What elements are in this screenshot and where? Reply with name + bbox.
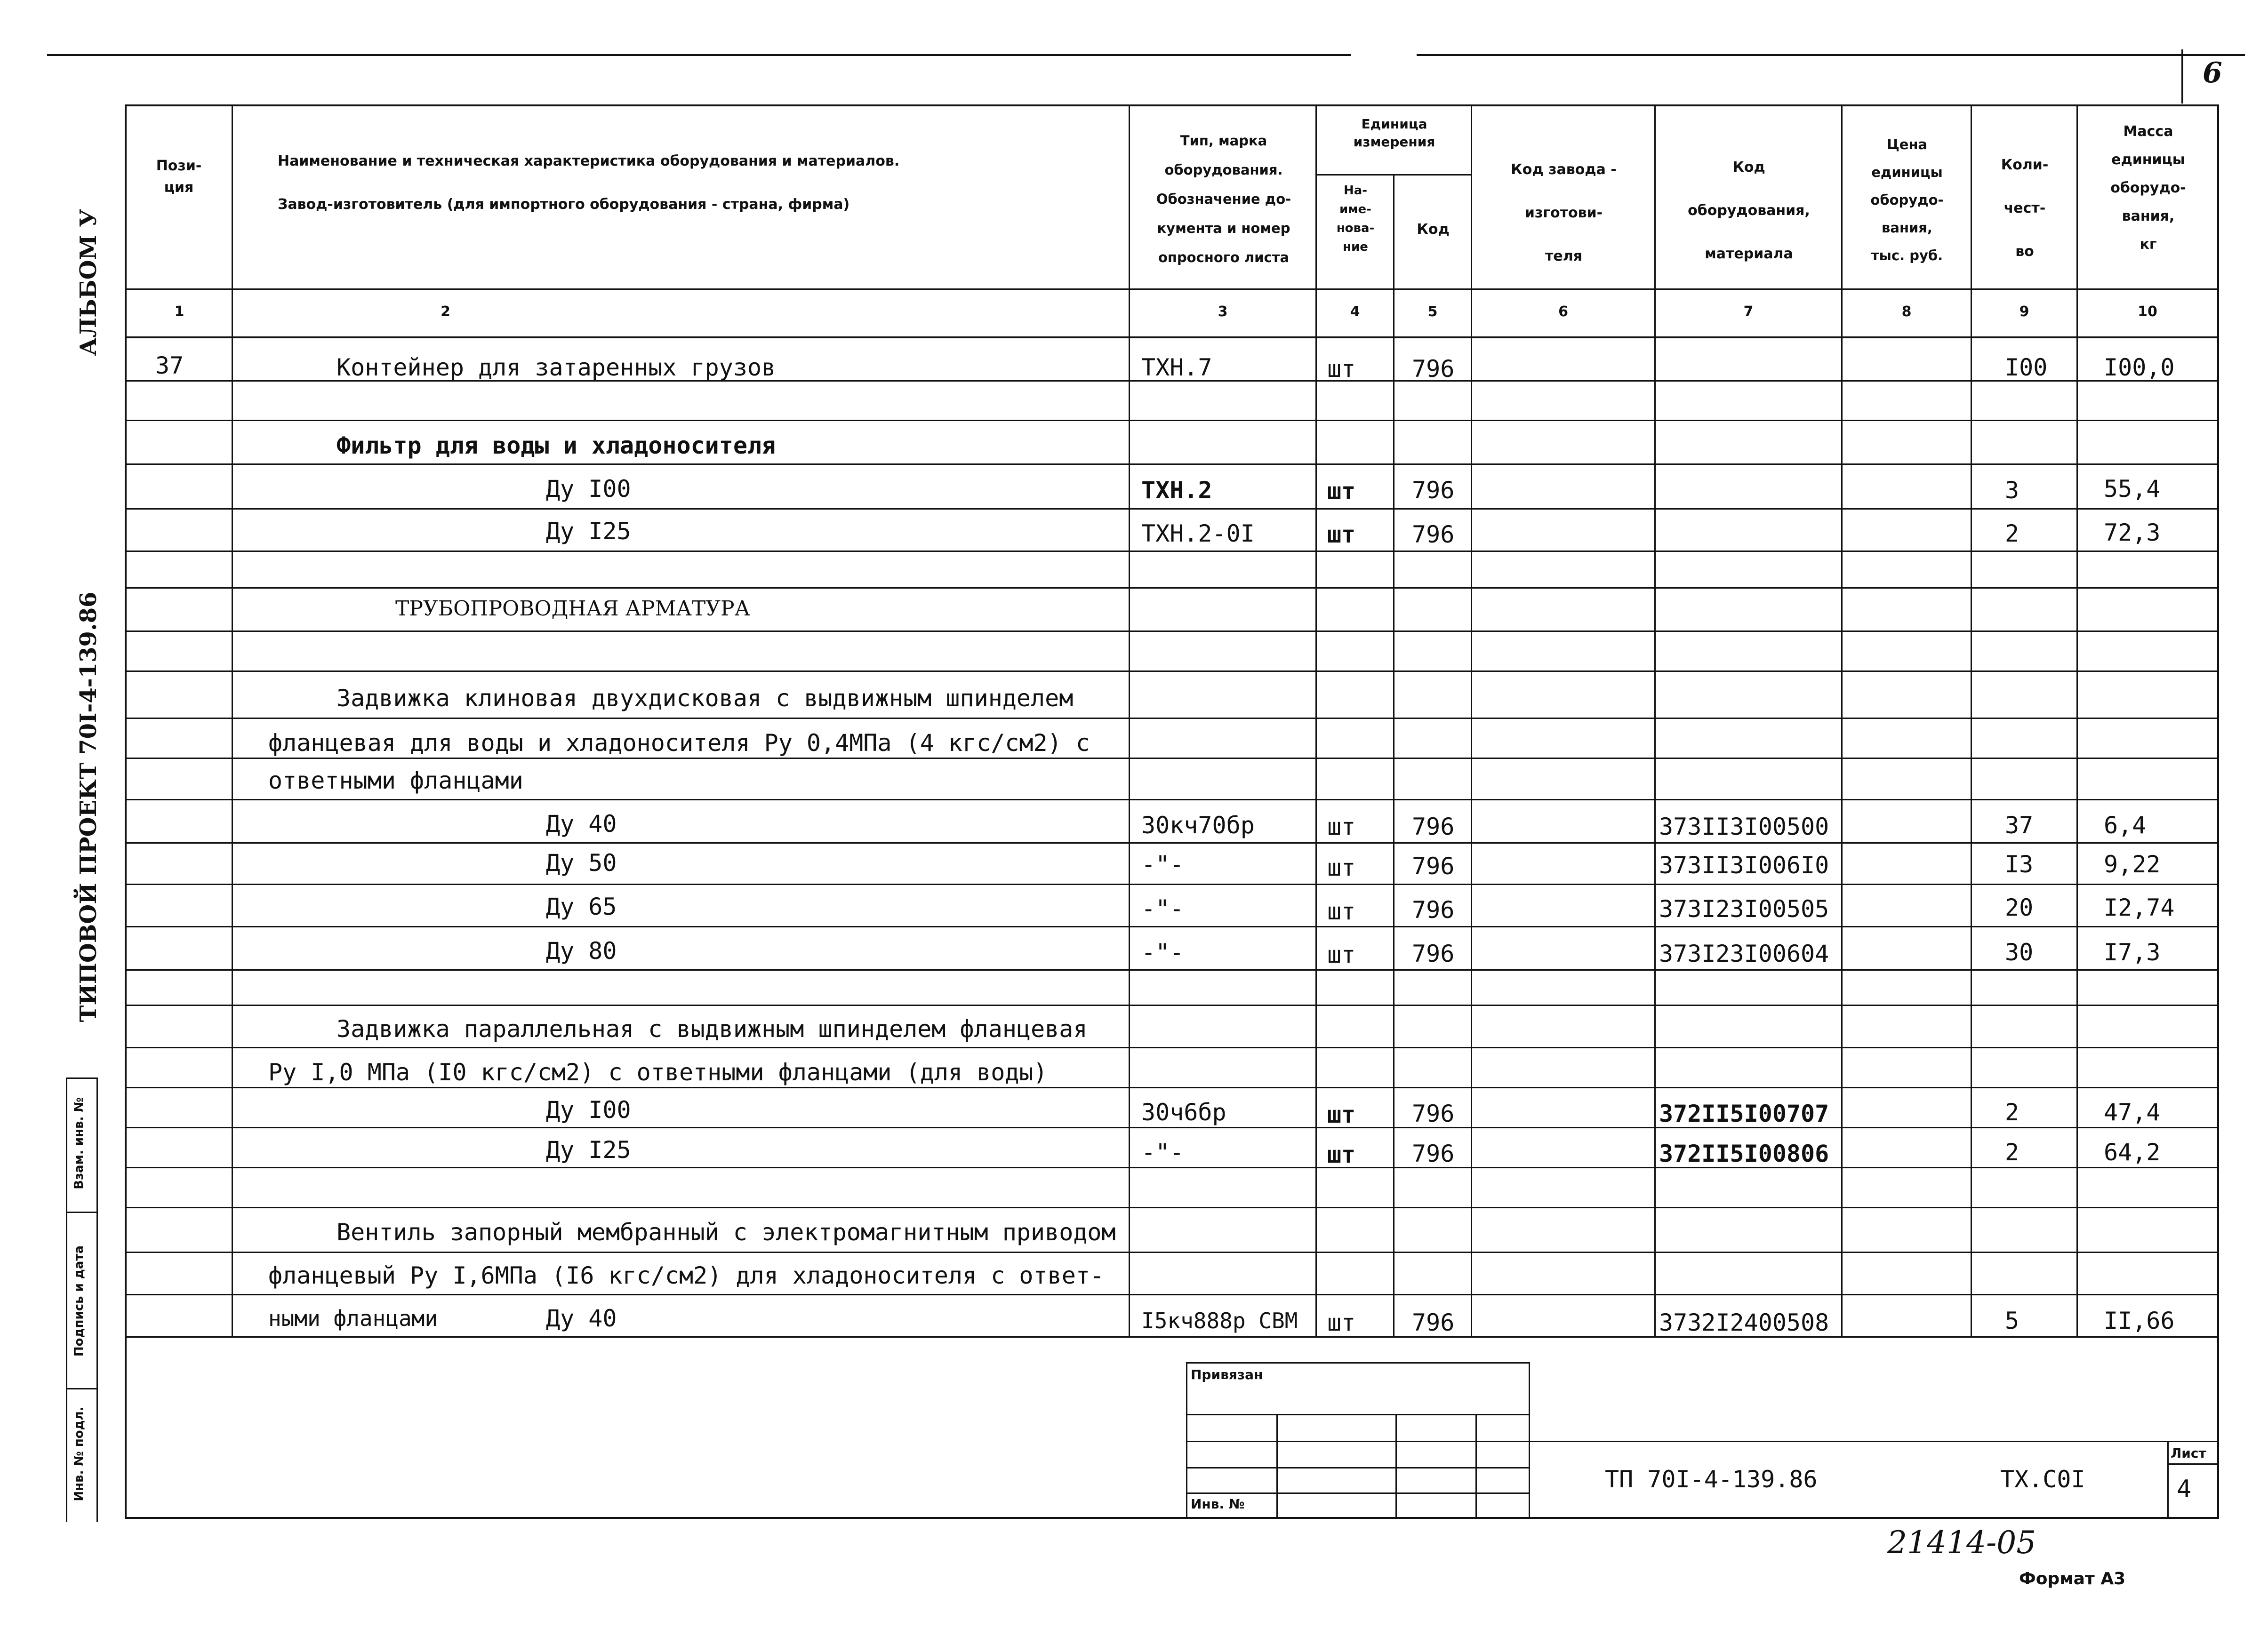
table-row-type: -"- <box>1141 895 1184 922</box>
table-row-qty: 3 <box>2005 477 2020 504</box>
table-row-code: 796 <box>1412 1140 1455 1167</box>
table-row-name-extra: Ду 40 <box>546 1305 617 1332</box>
stamp-line-2 <box>1186 1441 1530 1442</box>
table-row-equip-code: 373II3I00500 <box>1659 813 1829 840</box>
stamp-line-1 <box>1186 1414 1530 1415</box>
table-row-unit: шт <box>1327 854 1356 881</box>
row-line <box>125 420 2219 421</box>
table-row-code: 796 <box>1412 853 1455 880</box>
album-label: АЛЬБОМ У <box>75 208 102 356</box>
stamp-outer-top <box>1186 1362 1530 1364</box>
row-line <box>125 842 2219 844</box>
row-line <box>125 670 2219 672</box>
colnum-3: 3 <box>1218 303 1228 320</box>
table-row-qty: 20 <box>2005 894 2034 921</box>
table-row-name: Ду I25 <box>546 1136 631 1164</box>
col-sep-1 <box>232 104 233 1337</box>
row-line <box>125 1294 2219 1295</box>
header-position: Пози- ция <box>156 158 202 196</box>
table-row-unit: шт <box>1327 478 1356 505</box>
stamp-outer-right <box>1529 1362 1530 1517</box>
table-row-unit: шт <box>1327 1309 1356 1336</box>
table-row-unit: шт <box>1327 355 1356 383</box>
header-divider <box>125 288 2219 290</box>
table-row-type: ТХН.2 <box>1141 477 1212 504</box>
table-row-mass: 47,4 <box>2104 1099 2161 1126</box>
col-sep-3 <box>1315 104 1317 1337</box>
row-line <box>125 1087 2219 1088</box>
table-row-equip-code: 373I23I00505 <box>1659 895 1829 923</box>
format-label: Формат А3 <box>2019 1569 2126 1588</box>
table-row-name: Ду 65 <box>546 893 617 920</box>
stamp-vert-2 <box>1395 1414 1397 1517</box>
table-row-unit: шт <box>1327 521 1356 548</box>
section-heading: ТРУБОПРОВОДНАЯ АРМАТУРА <box>395 597 750 621</box>
handwritten-archive-number: 21414-05 <box>1887 1524 2036 1561</box>
row-line <box>125 1167 2219 1168</box>
frame-bottom <box>125 1517 2219 1519</box>
side-stamp-inv-podl: Инв. № подл. <box>72 1406 86 1501</box>
table-row-name: Вентиль запорный мембранный с электромагнитным приводом <box>337 1219 1116 1246</box>
table-row-code: 796 <box>1412 813 1455 840</box>
table-row-unit: шт <box>1327 1101 1356 1128</box>
stamp-inv-label: Инв. № <box>1191 1496 1245 1512</box>
table-row-type: -"- <box>1141 851 1184 878</box>
table-row-name: Ду I00 <box>546 475 631 503</box>
stamp-outer-left <box>1186 1362 1187 1517</box>
table-row-code: 796 <box>1412 355 1455 383</box>
sheet-number: 4 <box>2177 1475 2192 1503</box>
table-row-name: Ду I25 <box>546 518 631 545</box>
header-factory-code: Код завода - изготови- теля <box>1511 161 1617 264</box>
side-stamp-left <box>66 1077 67 1522</box>
table-row-qty: 2 <box>2005 1099 2020 1126</box>
stamp-line-4 <box>1186 1492 1530 1494</box>
table-row-code: 796 <box>1412 940 1455 967</box>
table-row-unit: шт <box>1327 1141 1356 1168</box>
table-row-name: Ду I00 <box>546 1096 631 1124</box>
sheet-corner-number: 6 <box>2203 56 2222 89</box>
table-row-qty: 5 <box>2005 1307 2020 1334</box>
colnum-10: 10 <box>2138 303 2157 320</box>
table-row-code: 796 <box>1412 477 1455 504</box>
header-type: Тип, марка оборудования. Обозначение до- кумента и номер опросного листа <box>1156 133 1291 265</box>
row-line <box>125 1005 2219 1006</box>
table-row-mass: 72,3 <box>2104 519 2161 546</box>
table-row-mass: II,66 <box>2104 1307 2175 1334</box>
table-row-position: 37 <box>155 352 184 379</box>
header-equipment-code: Код оборудования, материала <box>1688 159 1810 262</box>
table-row-mass: 64,2 <box>2104 1139 2161 1166</box>
colnum-4: 4 <box>1350 303 1360 320</box>
stamp-privyazan-label: Привязан <box>1191 1367 1263 1382</box>
table-row-code: 796 <box>1412 1100 1455 1127</box>
row-line <box>125 926 2219 927</box>
header-unit-code: Код <box>1417 221 1450 238</box>
table-row-name: ными фланцами <box>268 1306 438 1331</box>
table-row-equip-code: 373I23I00604 <box>1659 940 1829 967</box>
top-rule-right <box>1417 54 2245 56</box>
table-row-mass: 6,4 <box>2104 812 2147 839</box>
row-line <box>125 758 2219 759</box>
row-line <box>125 587 2219 589</box>
stamp-code-top <box>1530 1441 2219 1442</box>
stamp-vert-3 <box>1475 1414 1477 1517</box>
project-label: ТИПОВОЙ ПРОЕКТ 70I-4-139.86 <box>75 591 102 1022</box>
table-row-unit: шт <box>1327 898 1356 925</box>
table-row-unit: шт <box>1327 813 1356 840</box>
table-row-type: ТХН.7 <box>1141 354 1212 381</box>
side-stamp-vzam: Взам. инв. № <box>72 1097 86 1189</box>
table-row-mass: I2,74 <box>2104 894 2175 921</box>
frame-right <box>2217 104 2219 1519</box>
colnum-divider <box>125 336 2219 338</box>
row-line <box>125 463 2219 465</box>
frame-top <box>125 104 2219 106</box>
table-row-name: Задвижка клиновая двухдисковая с выдвижным шпинделем <box>337 685 1074 712</box>
col-sep-9 <box>2076 104 2078 1337</box>
header-quantity: Коли- чест- во <box>2001 157 2049 260</box>
document-code: ТП 70I-4-139.86 <box>1605 1466 1818 1493</box>
table-row-qty: I00 <box>2005 354 2048 381</box>
row-line <box>125 969 2219 971</box>
table-row-type: 30кч70бр <box>1141 812 1255 839</box>
table-row-mass: 55,4 <box>2104 475 2161 503</box>
stamp-sheet-div <box>2167 1463 2219 1465</box>
frame-left <box>125 104 127 1519</box>
row-line <box>125 1047 2219 1048</box>
col-sep-8 <box>1971 104 1972 1337</box>
top-rule-left <box>47 54 1351 56</box>
table-row-name: Ду 80 <box>546 937 617 965</box>
table-row-name: фланцевая для воды и хладоносителя Ру 0,4МПа (4 кгс/см2) с <box>268 729 1090 757</box>
col-sep-7 <box>1841 104 1843 1337</box>
corner-divider <box>2181 49 2183 104</box>
stamp-sheet-left <box>2167 1441 2169 1518</box>
colnum-7: 7 <box>1743 303 1754 320</box>
col-sep-2 <box>1129 104 1130 1337</box>
table-row-type: I5кч888р СВМ <box>1141 1308 1298 1333</box>
row-line <box>125 508 2219 510</box>
side-stamp-podpis: Подпись и дата <box>72 1245 86 1357</box>
table-row-name: ответными фланцами <box>268 767 523 794</box>
table-row-name: Ру I,0 МПа (I0 кгс/см2) с ответными фланцами (для воды) <box>268 1059 1048 1086</box>
table-row-code: 796 <box>1412 521 1455 548</box>
row-line <box>125 1207 2219 1208</box>
col-sep-5 <box>1471 104 1472 1337</box>
col-sep-6 <box>1654 104 1656 1337</box>
table-row-qty: 2 <box>2005 1139 2020 1166</box>
table-row-qty: 37 <box>2005 812 2034 839</box>
table-row-name: фланцевый Ру I,6МПа (I6 кгс/см2) для хладоносителя с ответ- <box>268 1262 1105 1289</box>
row-line <box>125 1252 2219 1253</box>
table-row-unit: шт <box>1327 941 1356 968</box>
table-row-equip-code: 372II5I00707 <box>1659 1100 1829 1127</box>
table-row-name: Контейнер для затаренных грузов <box>337 354 776 381</box>
table-row-type: ТХН.2-0I <box>1141 520 1255 547</box>
colnum-5: 5 <box>1427 303 1438 320</box>
table-row-name: Ду 50 <box>546 849 617 877</box>
row-line <box>125 799 2219 800</box>
colnum-1: 1 <box>174 303 184 320</box>
table-row-name: Фильтр для воды и хладоносителя <box>337 432 776 459</box>
table-body-bottom <box>125 1336 2219 1338</box>
row-line <box>125 630 2219 632</box>
col-sep-4 <box>1393 174 1394 1337</box>
colnum-9: 9 <box>2019 303 2029 320</box>
table-row-name: Ду 40 <box>546 810 617 838</box>
table-row-equip-code: 3732I2400508 <box>1659 1309 1829 1336</box>
table-row-mass: 9,22 <box>2104 851 2161 878</box>
table-row-type: -"- <box>1141 1139 1184 1166</box>
header-mass: Масса единицы оборудо- вания, кг <box>2110 123 2186 253</box>
colnum-8: 8 <box>1901 303 1912 320</box>
table-row-equip-code: 373II3I006I0 <box>1659 852 1829 879</box>
colnum-6: 6 <box>1558 303 1568 320</box>
table-row-type: 30ч6бр <box>1141 1099 1226 1126</box>
row-line <box>125 884 2219 885</box>
row-line <box>125 1127 2219 1128</box>
table-row-code: 796 <box>1412 896 1455 924</box>
row-line <box>125 718 2219 719</box>
sheet-label: Лист <box>2171 1445 2206 1461</box>
header-unit-name: На- име- нова- ние <box>1336 184 1375 254</box>
stamp-vert-1 <box>1276 1414 1278 1517</box>
row-line <box>125 551 2219 552</box>
table-row-qty: 30 <box>2005 939 2034 966</box>
side-stamp-right <box>96 1077 98 1522</box>
document-mark: ТХ.С0I <box>2000 1466 2085 1493</box>
colnum-2: 2 <box>441 303 450 320</box>
table-row-type: -"- <box>1141 939 1184 966</box>
table-row-code: 796 <box>1412 1309 1455 1336</box>
table-row-qty: I3 <box>2005 851 2034 878</box>
table-row-mass: I7,3 <box>2104 939 2161 966</box>
header-name: Наименование и техническая характеристика оборудования и материалов. Завод-изготовитель (для импортного оборудования - страна, фирма) <box>278 153 900 213</box>
header-price: Цена единицы оборудо- вания, тыс. руб. <box>1870 136 1944 263</box>
unit-group-divider <box>1315 174 1472 176</box>
table-row-mass: I00,0 <box>2104 354 2175 381</box>
table-row-name: Задвижка параллельная с выдвижным шпинделем фланцевая <box>337 1015 1088 1043</box>
stamp-line-3 <box>1186 1467 1530 1468</box>
table-row-equip-code: 372II5I00806 <box>1659 1140 1829 1167</box>
table-row-qty: 2 <box>2005 520 2020 547</box>
header-unit-group: Единица измерения <box>1353 116 1435 150</box>
